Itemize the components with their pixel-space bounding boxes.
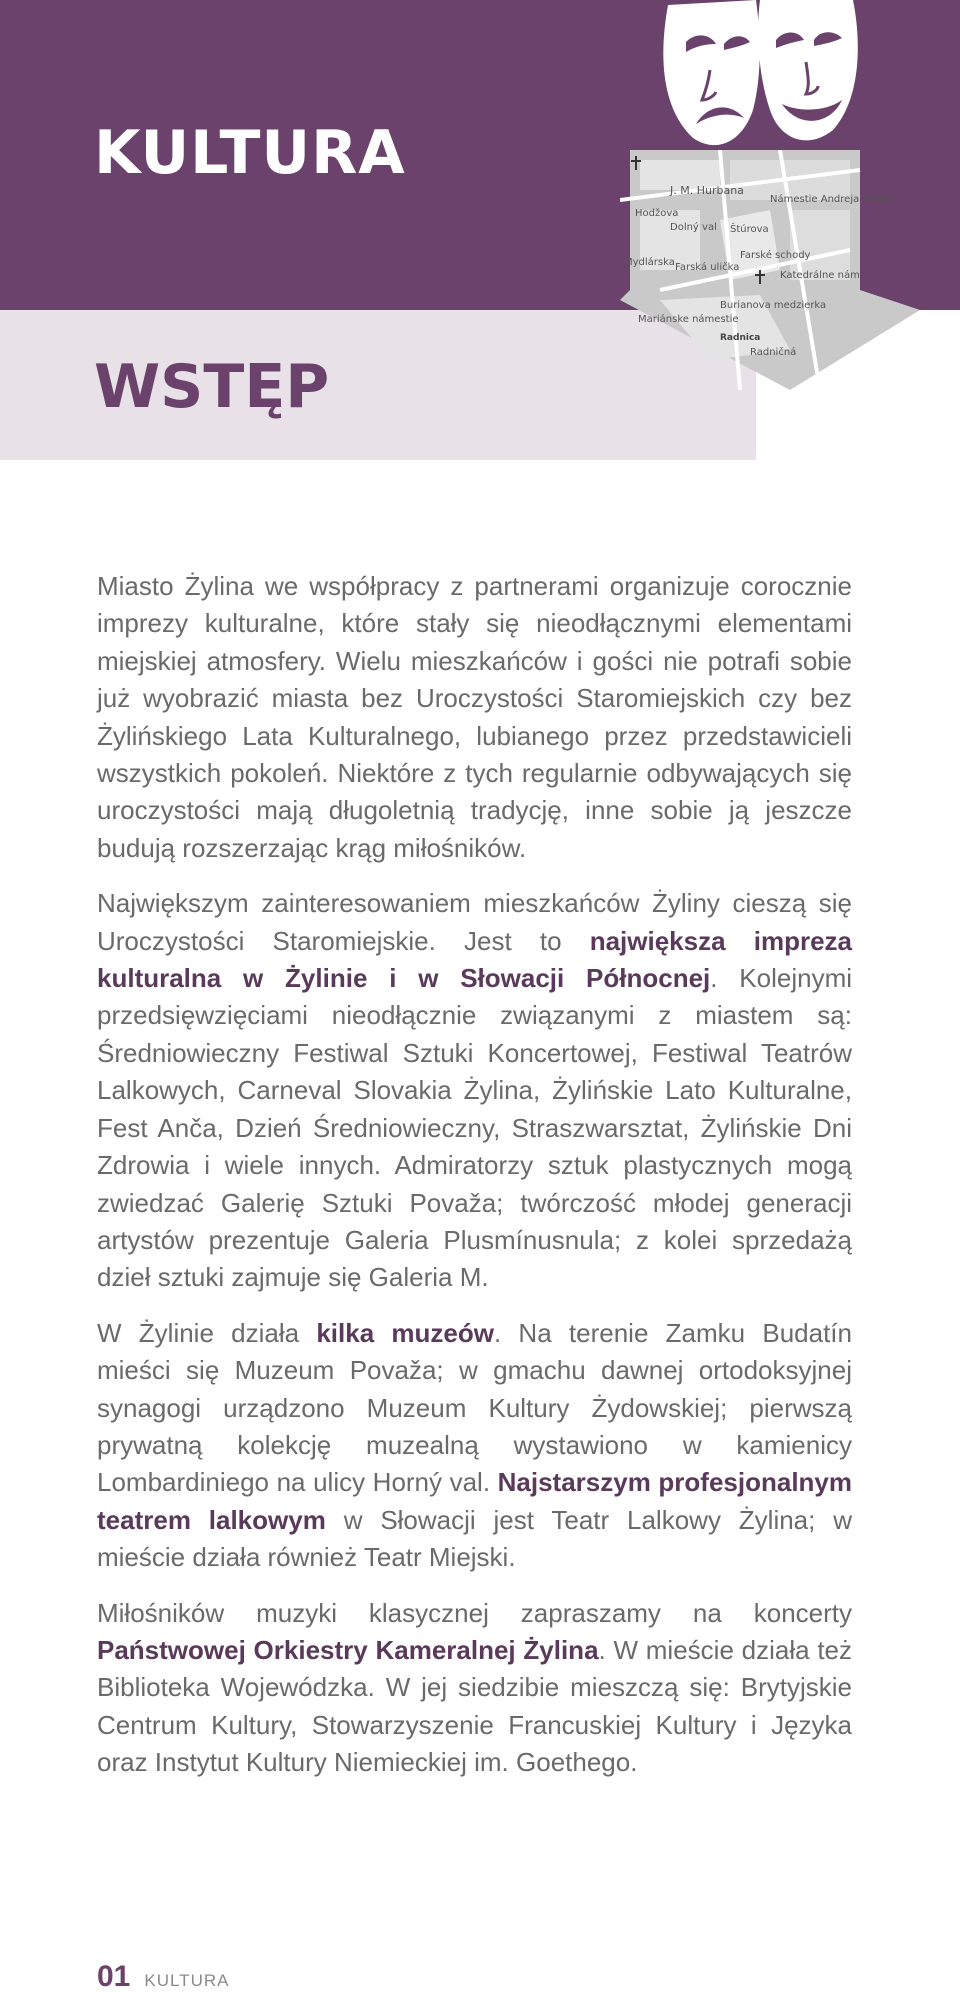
highlighted-text: największa impreza kulturalna w Żylinie i w Słowacji Północnej	[97, 925, 852, 994]
highlighted-text: kilka muzeów	[316, 1317, 494, 1348]
text-run: . Na terenie Zamku Budatín mieści się Muzeum Považa; w gmachu dawnej ortodoksyjnej synagogi urządzono Muzeum Kultury Żydowskiej; pierwszą prywatną kolekcję muzealną wystawiono w kamienicy Lombardiniego na ulicy Horný val.	[97, 1317, 852, 1498]
article-body	[97, 568, 852, 1800]
theatre-masks-icon	[648, 0, 868, 150]
map-label: Radničná	[750, 347, 797, 358]
text-run: . Kolejnymi przedsięwzięciami nieodłącznie związanymi z miastem są: Średniowieczny Festiwal Sztuki Koncertowej, Festiwal Teatrów Lalkowych, Carneval Slovakia Żylina, Żylińskie Lato Kulturalne, Fest Anča, Dzień Średniowieczny, Straszwarsztat, Żylińskie Dni Zdrowia i wiele innych. Admiratorzy sztuk plastycznych mogą zwiedzać Galerię Sztuki Považa; twórczość młodej generacji artystów prezentuje Galeria Plusmínusnula; z kolei sprzedażą dzieł sztuki zajmuje się Galeria M.	[97, 963, 853, 1293]
map-label: J. M. Hurbana	[670, 184, 744, 197]
map-label: Farská ulička	[675, 262, 740, 273]
footer-section-label: KULTURA	[144, 1971, 230, 1990]
text-run: w Słowacji jest Teatr Lalkowy Żylina; w mieście działa również Teatr Miejski.	[97, 1504, 852, 1573]
paragraph	[97, 568, 852, 867]
text-run: . W mieście działa też Biblioteka Wojewódzka. W jej siedzibie mieszczą się: Brytyjskie Centrum Kultury, Stowarzyszenie Francuskiej Kultury i Języka oraz Instytut Kultury Niemieckiej im. Goethego.	[97, 1634, 852, 1778]
city-map-icon	[620, 150, 920, 390]
text-run: W Żylinie działa	[97, 1317, 317, 1348]
map-label: Dolný val	[670, 222, 717, 233]
page-title: WSTĘP	[94, 352, 330, 422]
paragraph	[97, 885, 852, 1296]
text-run: Największym zainteresowaniem mieszkańców Żyliny cieszą się Uroczystości Staromiejskie. Jest to	[97, 888, 852, 956]
map-label: Katedrálne nám.	[780, 270, 864, 281]
map-label: Štúrova	[730, 224, 769, 235]
highlighted-text: Państwowej Orkiestry Kameralnej Żylina	[97, 1634, 599, 1665]
map-label: Farské schody	[740, 250, 811, 261]
page-footer	[97, 1960, 229, 1994]
text-run: Miasto Żylina we współpracy z partnerami organizuje corocznie imprezy kulturalne, które stały się nieodłącznymi elementami miejskiej atmosfery. Wielu mieszkańców i gości nie potrafi sobie już wyobrazić miasta bez Uroczystości Staromiejskich czy bez Żylińskiego Lata Kulturalnego, lubianego przez przedstawicieli wszystkich pokoleń. Niektóre z tych regularnie odbywających się uroczystości mają długoletnią tradycję, inne sobie ją jeszcze budują rozszerzając krąg miłośników.	[97, 571, 852, 863]
paragraph	[97, 1595, 852, 1782]
highlighted-text: Najstarszym profesjonalnym teatrem lalkowym	[97, 1467, 853, 1535]
text-run: Miłośników muzyki klasycznej zapraszamy na koncerty	[97, 1597, 852, 1628]
map-label: Burianova medzierka	[720, 300, 827, 311]
page-number: 01	[97, 1960, 131, 1993]
map-label: Hodžova	[635, 208, 679, 219]
map-label: Mydlárska	[624, 257, 675, 268]
map-label: Radnica	[720, 333, 761, 343]
paragraph	[97, 1315, 852, 1577]
section-title: KULTURA	[94, 118, 406, 188]
map-label: Námestie Andreja Hlinku	[770, 194, 894, 205]
map-label: Mariánske námestie	[638, 314, 739, 325]
